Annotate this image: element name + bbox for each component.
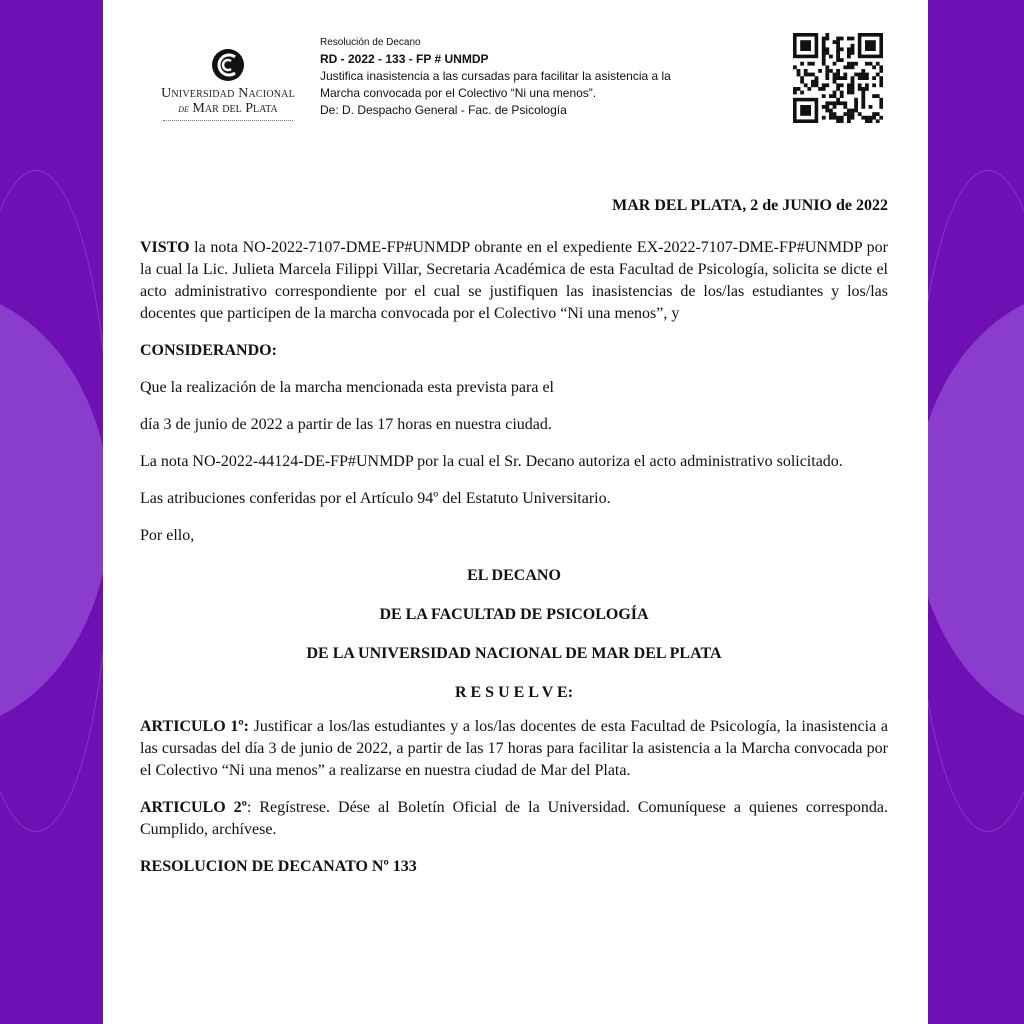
visto-text: la nota NO-2022-7107-DME-FP#UNMDP obrante en el expediente EX-2022-7107-DME-FP#UNMDP por la cual la Lic. Julieta Marcela Filippi Villar, Secretaria Académica de esta Facultad de Psicología, solicita se dicte el acto administrativo correspondiente por el cual se justifiquen las inasistencias de los/las estudiantes y los/las docentes que participen de la marcha convocada por el Colectivo “Ni una menos”, y	[140, 239, 888, 322]
background-arc-left	[0, 170, 112, 832]
visto-label: VISTO	[140, 239, 190, 256]
document-metadata	[320, 36, 760, 119]
qr-code-icon	[793, 33, 883, 123]
document-header	[103, 0, 928, 140]
authority-line-2: DE LA FACULTAD DE PSICOLOGÍA	[379, 606, 649, 623]
logo-name-line1: Universidad Nacional	[161, 86, 295, 101]
document-code: RD - 2022 - 133 - FP # UNMDP	[320, 52, 489, 66]
considerando-paragraph-1: Que la realización de la marcha mencionada esta prevista para el	[140, 379, 554, 396]
document-body	[140, 195, 888, 893]
article-1-label: ARTICULO 1º:	[140, 718, 249, 735]
resuelve-heading: R E S U E L V E:	[454, 684, 574, 701]
authority-line-3: DE LA UNIVERSIDAD NACIONAL DE MAR DEL PLATA	[306, 645, 722, 662]
document-type: Resolución de Decano	[320, 37, 421, 48]
article-1	[140, 716, 888, 782]
authority-line-1: EL DECANO	[467, 567, 561, 584]
considerando-heading: CONSIDERANDO:	[140, 342, 277, 359]
article-2	[140, 797, 888, 841]
considerando-paragraph-4: Las atribuciones conferidas por el Artículo 94º del Estatuto Universitario.	[140, 490, 611, 507]
article-1-text: Justificar a los/las estudiantes y a los/las docentes de esta Facultad de Psicología, la inasistencia a las cursadas del día 3 de junio de 2022, a partir de las 17 horas para facilitar la asistencia a la Marcha convocada por el Colectivo “Ni una menos” a realizarse en nuestra ciudad de Mar del Plata.	[140, 718, 889, 779]
unmdp-emblem-icon	[211, 48, 245, 82]
university-logo	[143, 48, 313, 121]
considerando-paragraph-3: La nota NO-2022-44124-DE-FP#UNMDP por la cual el Sr. Decano autoriza el acto administrativo solicitado.	[140, 453, 843, 470]
logo-divider	[163, 120, 293, 121]
document-page	[103, 0, 928, 1024]
document-summary-line1: Justifica inasistencia a las cursadas para facilitar la asistencia a la	[320, 69, 671, 83]
visto-paragraph	[140, 237, 888, 325]
considerando-paragraph-2: día 3 de junio de 2022 a partir de las 17 horas en nuestra ciudad.	[140, 416, 552, 433]
article-2-label: ARTICULO 2º	[140, 799, 247, 816]
article-2-text: : Regístrese. Dése al Boletín Oficial de la Universidad. Comuníquese a quienes corresponda. Cumplido, archívese.	[140, 799, 889, 838]
logo-name-line2: de Mar del Plata	[178, 101, 278, 116]
background-arc-right	[912, 170, 1024, 832]
por-ello-paragraph: Por ello,	[140, 527, 195, 544]
document-origin: De: D. Despacho General - Fac. de Psicología	[320, 103, 567, 117]
resolution-number: RESOLUCION DE DECANATO Nº 133	[140, 858, 417, 875]
document-date: MAR DEL PLATA, 2 de JUNIO de 2022	[612, 197, 888, 214]
document-summary-line2: Marcha convocada por el Colectivo “Ni una menos”.	[320, 86, 597, 100]
